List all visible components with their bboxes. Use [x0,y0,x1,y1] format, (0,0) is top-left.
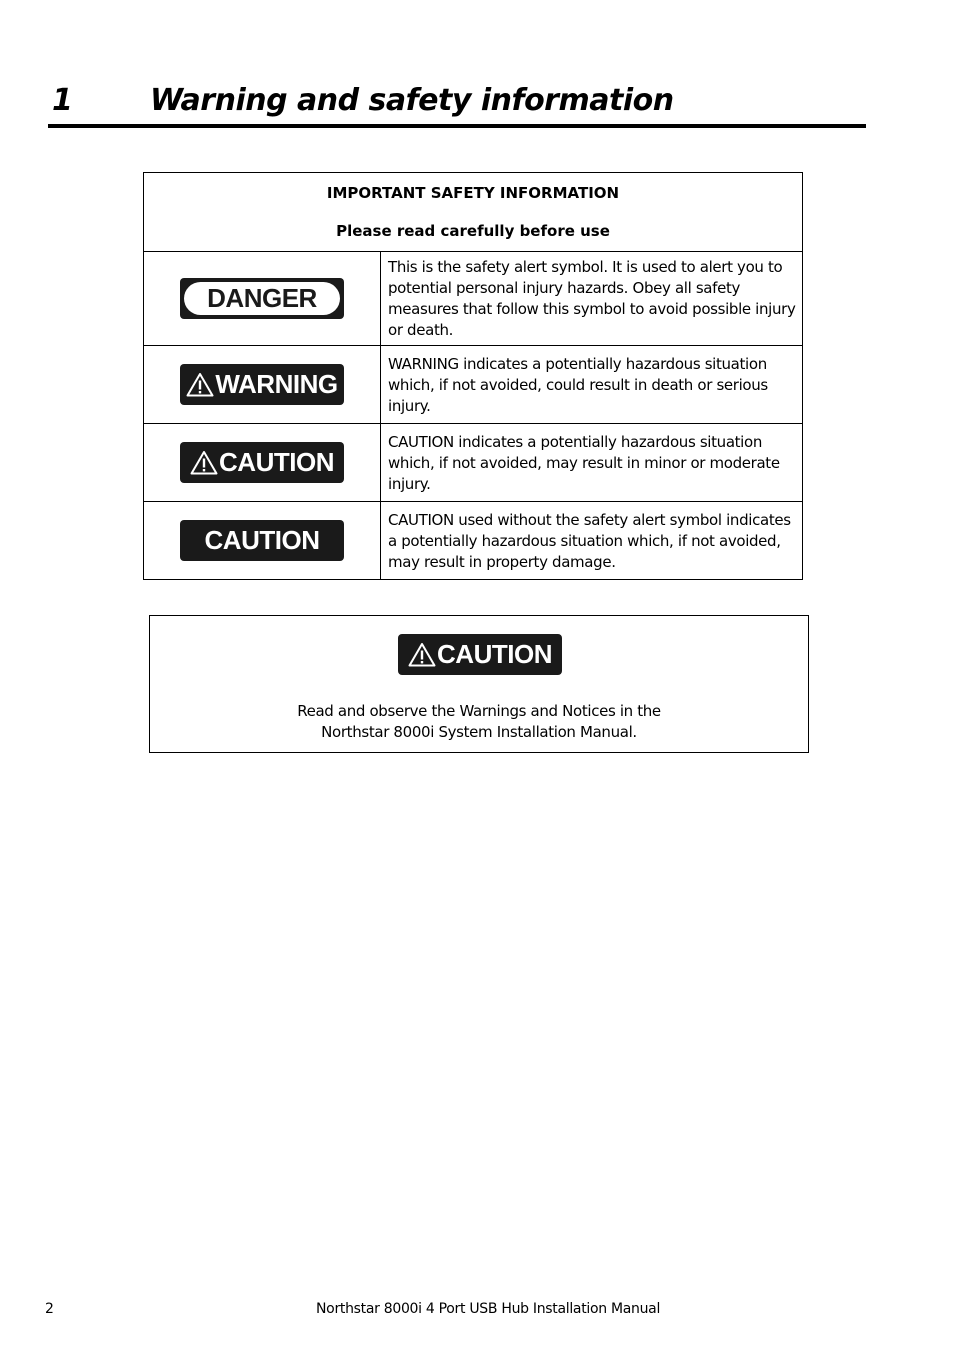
table-row [144,502,803,580]
danger-sign-pill [184,282,340,315]
description-cell: CAUTION used without the safety alert symbol indicates a potentially hazardous situation which, if not avoided, may result in property damage. [381,502,803,580]
alert-triangle-icon [186,372,214,397]
table-row [144,252,803,346]
description-cell: CAUTION indicates a potentially hazardous situation which, if not avoided, may result in minor or moderate injury. [381,424,803,502]
symbol-cell [144,502,381,580]
caution-sign [180,520,344,561]
table-header-subtitle: Please read carefully before use [336,222,610,240]
alert-triangle-icon [190,450,218,475]
symbol-cell [144,252,381,346]
section-number: 1 [52,83,73,118]
description-cell: WARNING indicates a potentially hazardous situation which, if not avoided, could result in death or serious injury. [381,346,803,424]
caution-alert-sign [180,442,344,483]
table-row [144,424,803,502]
caution-alert-sign-label: CAUTION [219,447,334,477]
page-number: 2 [45,1301,54,1317]
symbol-cell [144,346,381,424]
table-header-cell [144,173,803,252]
notice-line-1: Read and observe the Warnings and Notices in the [297,702,661,720]
notice-sign-label: CAUTION [437,639,552,669]
section-heading [48,80,866,128]
table-header-row [144,173,803,252]
table-row [144,346,803,424]
caution-notice-box [149,615,809,753]
safety-information-table [143,172,803,580]
alert-triangle-icon [408,642,436,667]
table-header-title: IMPORTANT SAFETY INFORMATION [326,184,620,202]
document-title: Northstar 8000i 4 Port USB Hub Installation Manual [316,1301,661,1317]
danger-sign [180,278,344,319]
notice-text [150,701,808,743]
notice-line-2: Northstar 8000i System Installation Manual. [321,723,637,741]
caution-sign-label: CAUTION [204,525,320,555]
section-title: Warning and safety information [150,83,674,118]
description-cell: This is the safety alert symbol. It is used to alert you to potential personal injury hazards. Obey all safety measures that follow this symbol to avoid possible injury or death. [381,252,803,346]
warning-sign [180,364,344,405]
symbol-cell [144,424,381,502]
caution-alert-sign [398,634,562,675]
warning-sign-label: WARNING [215,369,338,399]
danger-sign-label: DANGER [207,283,317,313]
